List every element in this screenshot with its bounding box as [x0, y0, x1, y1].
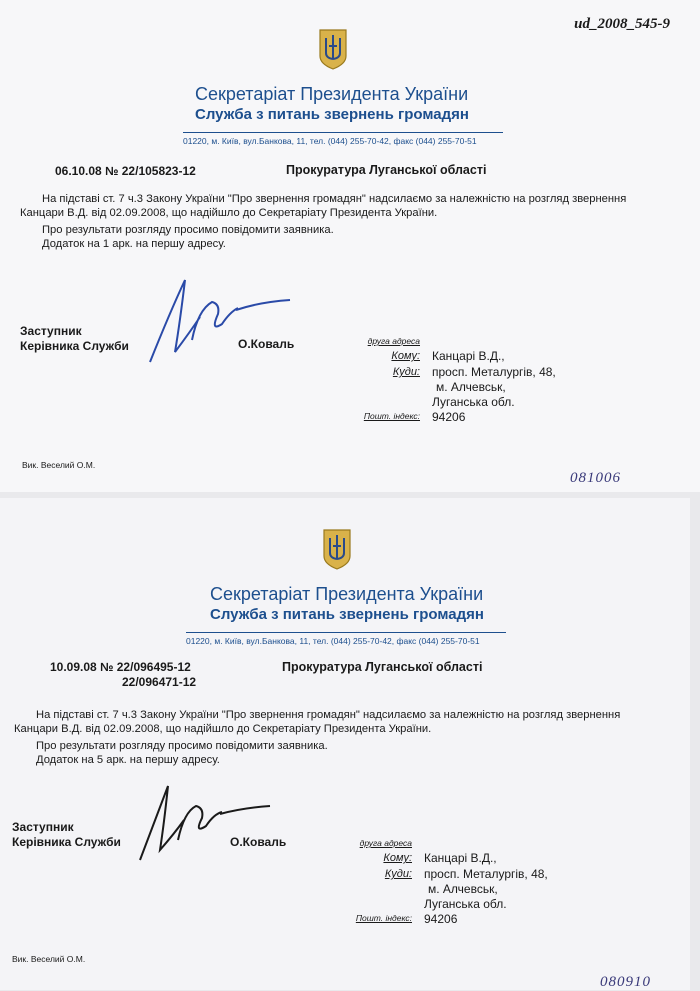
signer-title-line2: Керівника Служби: [20, 339, 129, 353]
body-attachment: Додаток на 5 арк. на першу адресу.: [36, 754, 220, 766]
outgoing-number-line1: 10.09.08 № 22/096495-12: [50, 660, 191, 674]
org-subtitle: Служба з питань звернень громадян: [195, 106, 469, 123]
org-address: 01220, м. Київ, вул.Банкова, 11, тел. (044) 255-70-42, факс (044) 255-70-51: [186, 632, 506, 646]
signer-name: О.Коваль: [230, 835, 287, 849]
handwritten-note: 081006: [570, 470, 621, 486]
second-address-label: друга адреса: [359, 838, 412, 848]
org-title: Секретаріат Президента України: [210, 584, 484, 604]
signer-title: [20, 324, 129, 354]
body-paragraph: На підставі ст. 7 ч.3 Закону України "Про звернення громадян" надсилаємо за належністю на розгляд звернення Канцари В.Д. від 02.09.2008, що надійшло до Секретаріату Президента України.: [20, 193, 627, 219]
where-line-1: просп. Металургів, 48,: [424, 867, 548, 881]
trident-emblem-icon: [322, 528, 352, 570]
signer-title: [12, 820, 121, 850]
where-value: [432, 365, 556, 410]
where-line-3: Луганська обл.: [432, 395, 515, 409]
org-title: Секретаріат Президента України: [195, 84, 469, 104]
postal-label: Пошт. індекс:: [355, 913, 412, 923]
signer-title-line1: Заступник: [20, 324, 82, 338]
letter-top: [0, 0, 700, 492]
signer-name: О.Коваль: [238, 337, 295, 351]
handwritten-note: 080910: [600, 974, 651, 990]
letter-body: [14, 708, 654, 767]
body-attachment: Додаток на 1 арк. на першу адресу.: [42, 238, 226, 250]
postal-label: Пошт. індекс:: [363, 411, 420, 421]
postal-value: 94206: [432, 410, 466, 424]
recipient: Прокуратура Луганської області: [286, 163, 487, 177]
where-line-1: просп. Металургів, 48,: [432, 365, 556, 379]
postal-value: 94206: [424, 912, 458, 926]
signature: [130, 778, 280, 868]
where-label: Куди:: [384, 868, 412, 880]
outgoing-number: 06.10.08 № 22/105823-12: [55, 164, 196, 178]
executor: Вик. Веселий О.М.: [22, 460, 96, 470]
to-value: Канцарі В.Д.,: [432, 349, 505, 363]
letter-bottom: [0, 498, 690, 990]
body-paragraph: На підставі ст. 7 ч.3 Закону України "Про звернення громадян" надсилаємо за належністю на розгляд звернення Канцари В.Д. від 02.09.2008, що надійшло до Секретаріату Президента України.: [14, 709, 621, 735]
to-value: Канцарі В.Д.,: [424, 851, 497, 865]
letter-body: [20, 192, 660, 251]
signature: [140, 272, 300, 372]
to-label: Кому:: [391, 350, 420, 362]
body-request: Про результати розгляду просимо повідомити заявника.: [42, 224, 334, 236]
org-address: 01220, м. Київ, вул.Банкова, 11, тел. (044) 255-70-42, факс (044) 255-70-51: [183, 132, 503, 146]
signer-title-line1: Заступник: [12, 820, 74, 834]
recipient: Прокуратура Луганської області: [282, 660, 483, 674]
where-value: [424, 867, 548, 912]
signer-title-line2: Керівника Служби: [12, 835, 121, 849]
executor: Вик. Веселий О.М.: [12, 954, 86, 964]
org-subtitle: Служба з питань звернень громадян: [210, 606, 484, 623]
outgoing-number: [50, 660, 196, 690]
document-id: ud_2008_545-9: [574, 16, 670, 32]
second-address-label: друга адреса: [367, 336, 420, 346]
where-label: Куди:: [392, 366, 420, 378]
where-line-3: Луганська обл.: [424, 897, 507, 911]
trident-emblem-icon: [318, 28, 348, 70]
to-label: Кому:: [383, 852, 412, 864]
outgoing-number-line2: 22/096471-12: [122, 675, 197, 689]
where-line-2: м. Алчевськ,: [436, 380, 506, 394]
body-request: Про результати розгляду просимо повідомити заявника.: [36, 740, 328, 752]
where-line-2: м. Алчевськ,: [428, 882, 498, 896]
